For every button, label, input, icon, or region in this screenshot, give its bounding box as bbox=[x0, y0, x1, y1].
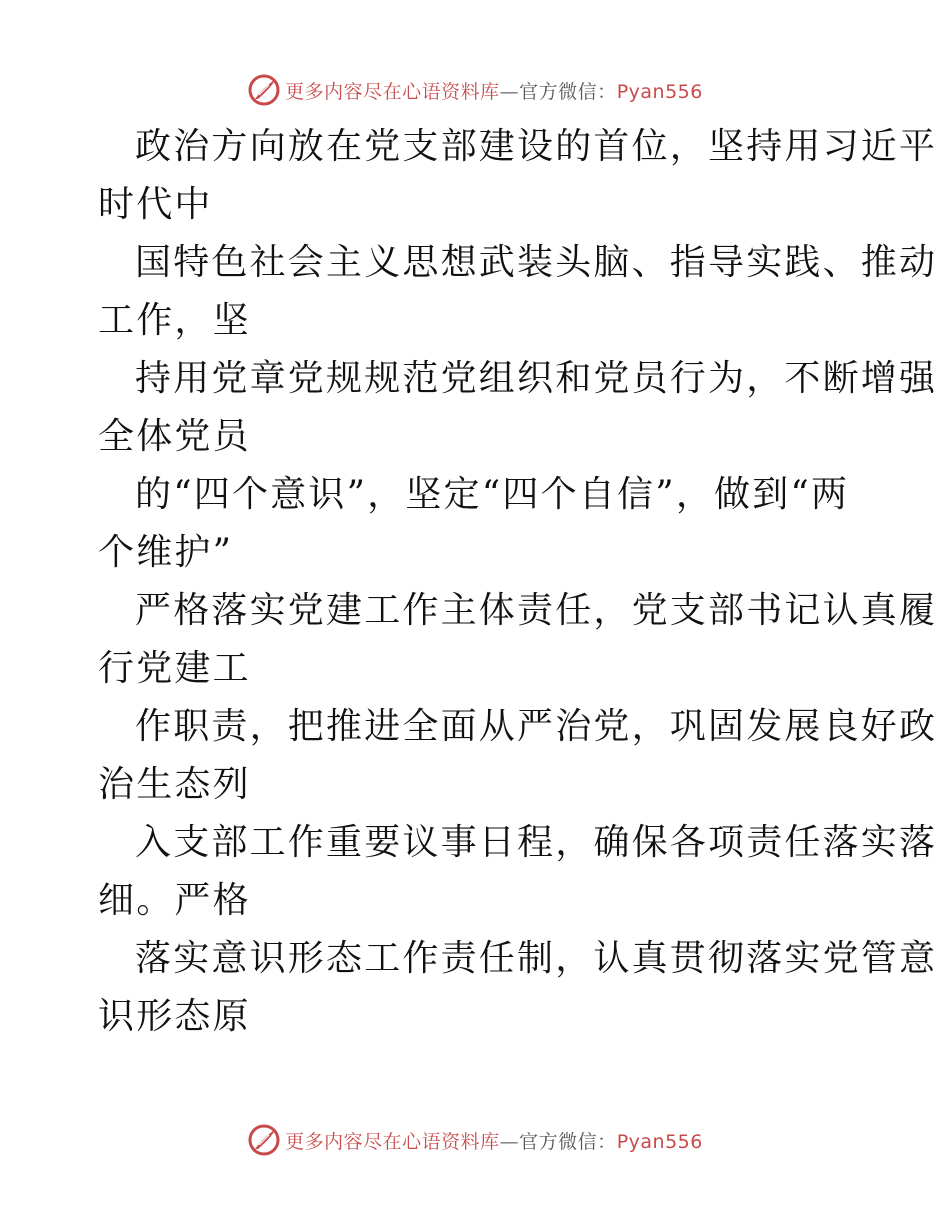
document-body bbox=[98, 118, 938, 1046]
banner-slogan: 更多内容尽在心语资料库 bbox=[285, 1130, 500, 1153]
feather-pen-icon bbox=[247, 73, 281, 107]
banner-dash: — bbox=[499, 80, 520, 103]
text-line: 时代中 bbox=[98, 184, 213, 225]
text-line: 作职责，把推进全面从严治党，巩固发展良好政 bbox=[135, 706, 938, 747]
text-line: 持用党章党规规范党组织和党员行为，不断增强 bbox=[135, 358, 938, 399]
text-line: 国特色社会主义思想武装头脑、指导实践、推动 bbox=[135, 242, 938, 283]
banner-text bbox=[285, 77, 703, 104]
footer-banner bbox=[0, 1120, 950, 1160]
text-line: 落实意识形态工作责任制，认真贯彻落实党管意 bbox=[135, 938, 938, 979]
banner-text bbox=[285, 1127, 703, 1154]
banner-dash: — bbox=[499, 1130, 520, 1153]
banner-wechat-label: 官方微信： bbox=[519, 1130, 617, 1153]
header-banner bbox=[0, 70, 950, 110]
text-line: 识形态原 bbox=[98, 996, 251, 1037]
text-line: 严格落实党建工作主体责任，党支部书记认真履 bbox=[135, 590, 938, 631]
banner-wechat-id: Pyan556 bbox=[616, 80, 703, 103]
banner-slogan: 更多内容尽在心语资料库 bbox=[285, 80, 500, 103]
text-line: 治生态列 bbox=[98, 764, 251, 805]
text-line: 工作，坚 bbox=[98, 300, 251, 341]
text-line: 细。严格 bbox=[98, 880, 251, 921]
text-line: 政治方向放在党支部建设的首位，坚持用习近平 bbox=[135, 126, 938, 167]
banner-wechat-id: Pyan556 bbox=[616, 1130, 703, 1153]
text-line: 全体党员 bbox=[98, 416, 251, 457]
text-line: 的“四个意识”，坚定“四个自信”，做到“两 bbox=[135, 474, 850, 515]
text-line: 个维护” bbox=[98, 532, 234, 573]
text-line: 入支部工作重要议事日程，确保各项责任落实落 bbox=[135, 822, 938, 863]
text-line: 行党建工 bbox=[98, 648, 251, 689]
banner-wechat-label: 官方微信： bbox=[519, 80, 617, 103]
feather-pen-icon bbox=[247, 1123, 281, 1157]
